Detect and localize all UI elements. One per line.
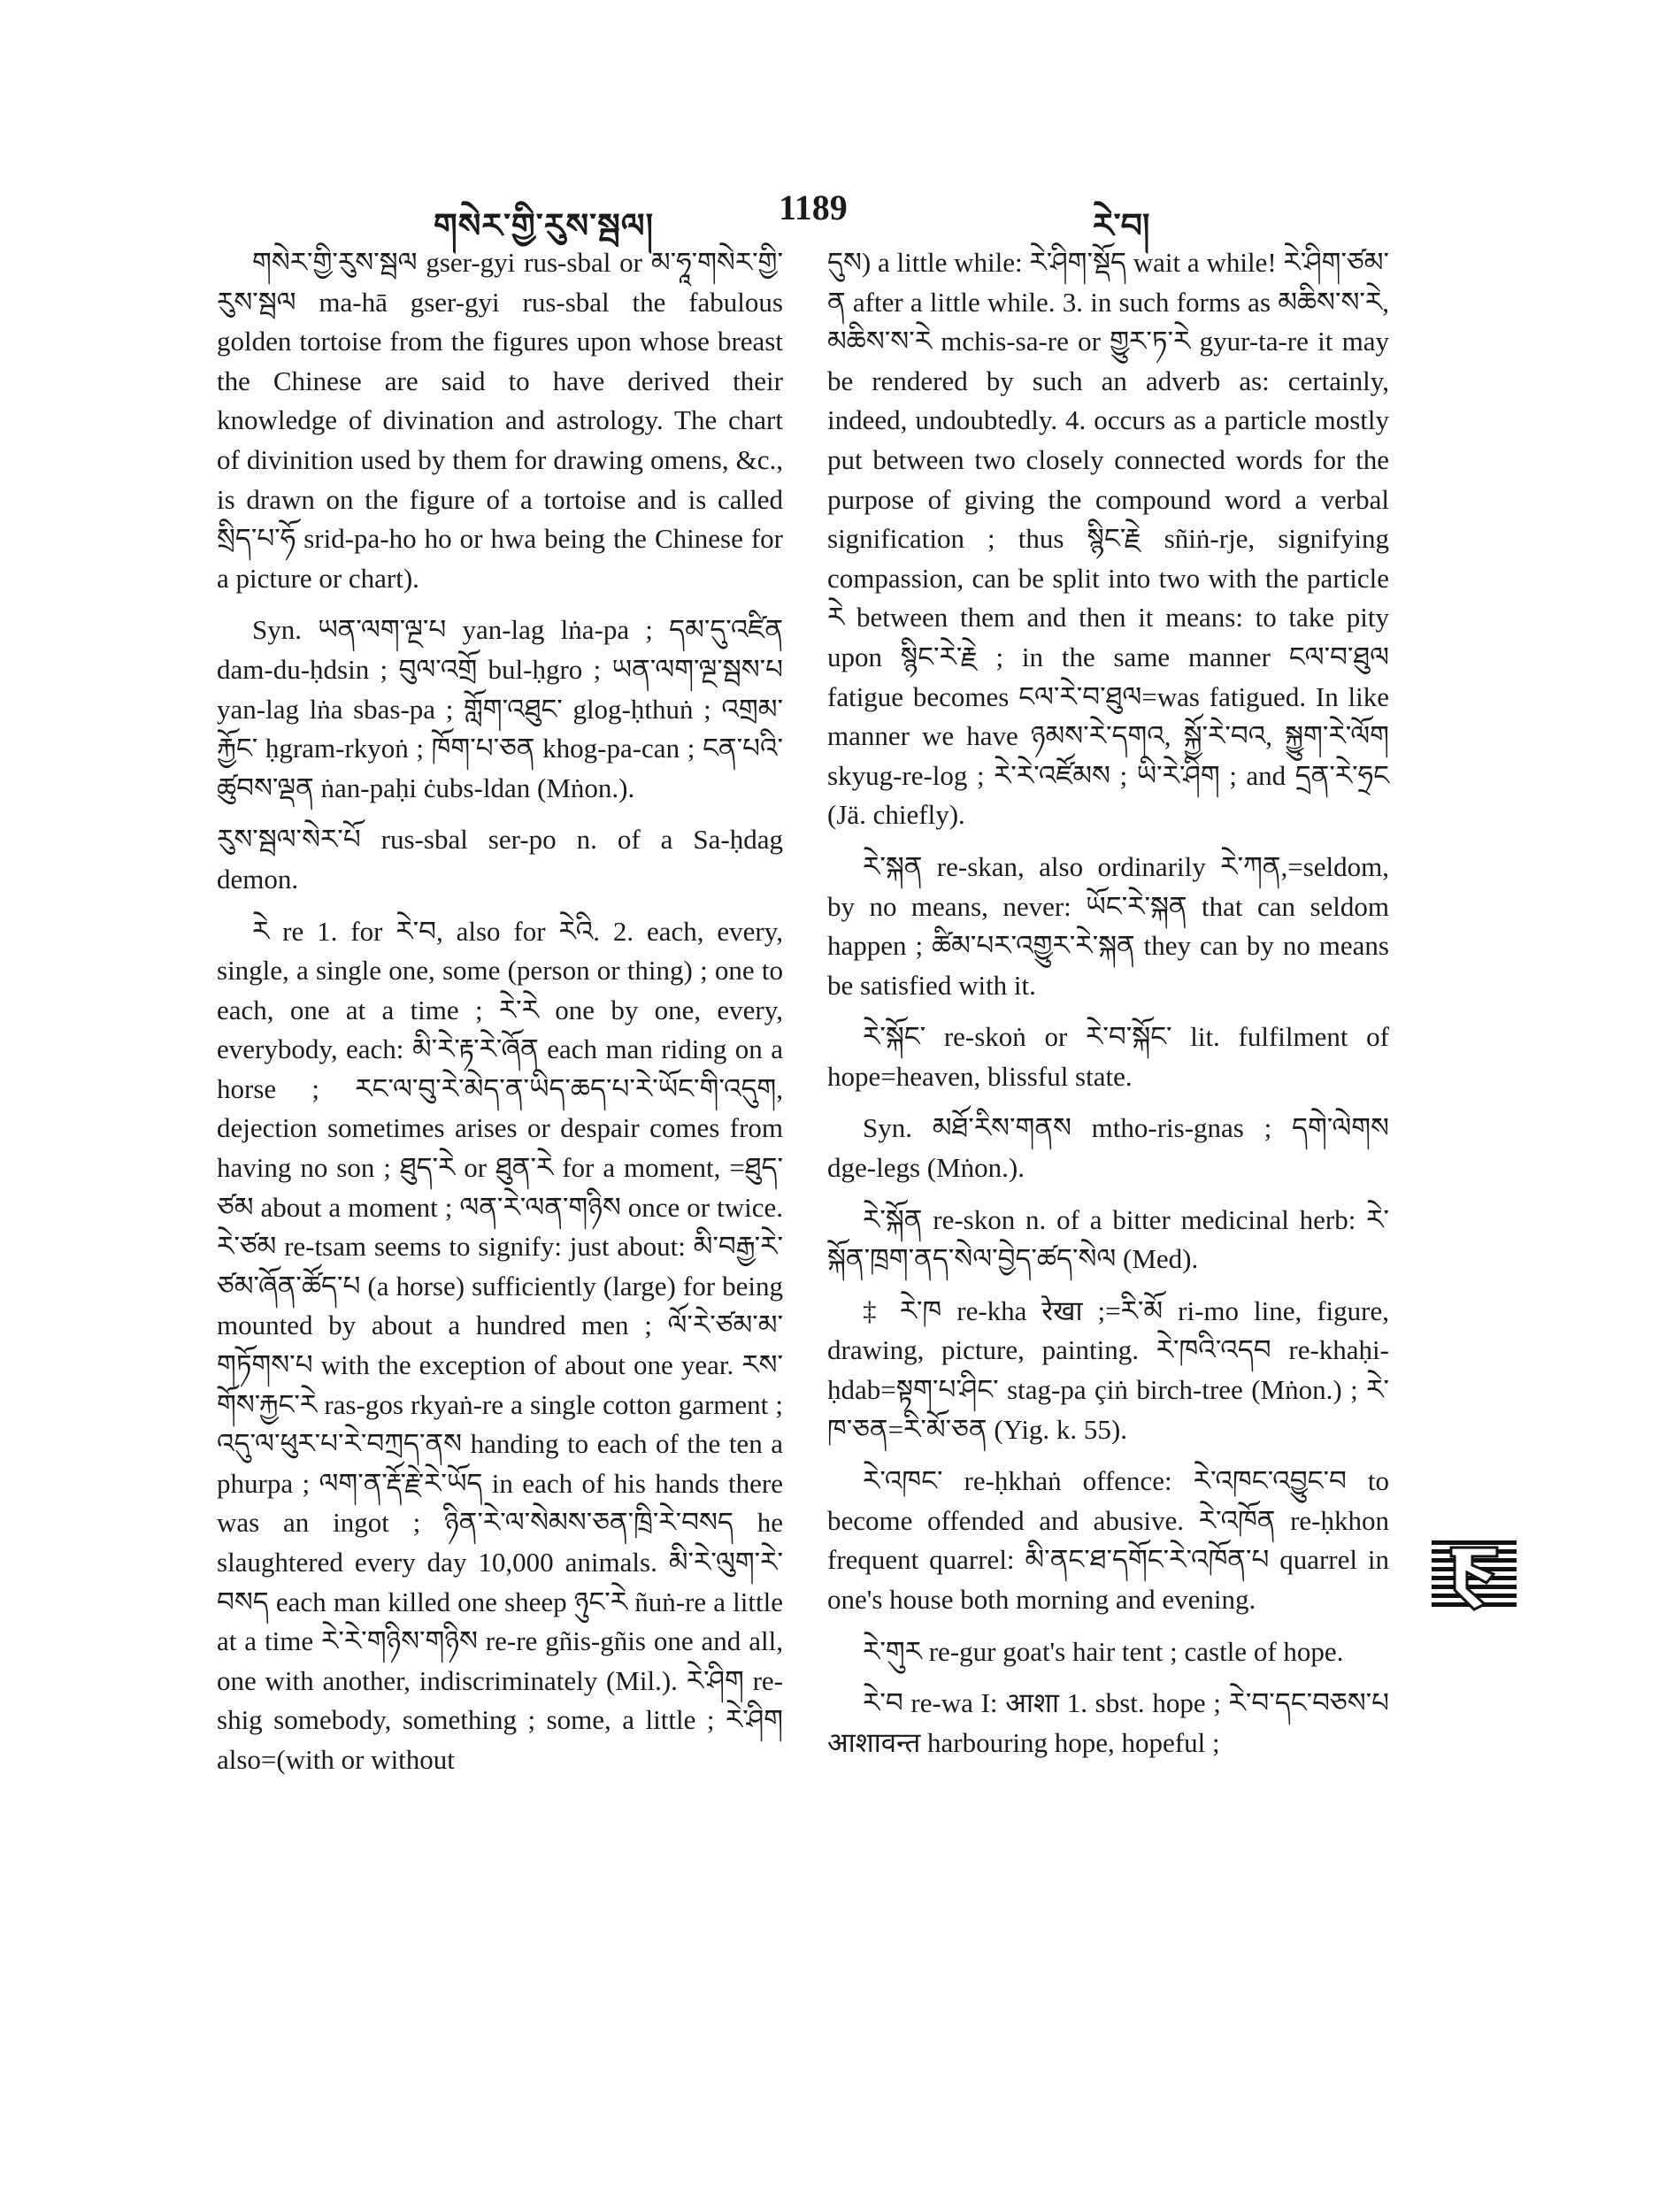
entry-rus-sbal-ser-po: རུས་སྦལ་སེར་པོ rus-sbal ser-po n. of a Sa-ḥdag demon.	[217, 824, 783, 895]
thumb-index-tab-icon	[1432, 1535, 1517, 1615]
entry-re-skon-hope: རེ་སྐོང་ re-skoṅ or རེ་བ་སྐོང་ lit. fulfilment of hope=heaven, blissful state.	[827, 1021, 1389, 1092]
entry-synonyms-heaven: Syn. མཐོ་རིས་གནས mtho-ris-gnas ; དགེ་ལེགས dge-legs (Mṅon.).	[827, 1112, 1389, 1184]
running-head-left: གསེར་གྱི་རུས་སྦལ།	[434, 208, 655, 245]
entry-re-kha: ‡ རེ་ཁ re-kha रेखा ;=རི་མོ ri-mo line, figure, drawing, picture, painting. རེ་ཁའི་འདབ re-khaḥi-ḥdab=སྟག་པ་ཤིང་ stag-pa çiṅ birch-tree (Mṅon.) ; རེ་ཁ་ཅན=རི་མོ་ཅན (Yig. k. 55).	[827, 1294, 1389, 1445]
entry-re-hkhan: རེ་འཁང་ re-ḥkhaṅ offence: རེ་འཁང་འབྱུང་བ to become offended and abusive. རེ་འཁོན re-ḥkhon frequent quarrel: མི་ནང་ཐ་དགོང་རེ་འཁོན་པ quarrel in one's house both morning and evening.	[827, 1465, 1389, 1615]
entry-re-gur: རེ་གུར re-gur goat's hair tent ; castle of hope.	[863, 1635, 1344, 1667]
entry-re-skan: རེ་སྐན re-skan, also ordinarily རེ་ཀན,=seldom, by no means, never: ཡོང་རེ་སྐན that can seldom happen ; ཚིམ་པར་འགྱུར་རེ་སྐན they can by no means be satisfied with it.	[827, 850, 1389, 1001]
left-column	[217, 243, 783, 1793]
page-number: 1189	[779, 188, 848, 227]
entry-re-skon-herb: རེ་སྐོན re-skon n. of a bitter medicinal herb: རེ་སྐོན་ཁྲག་ནད་སེལ་བྱེད་ཚད་སེལ (Med).	[827, 1203, 1389, 1275]
entry-re-wa: རེ་བ re-wa I: आशा 1. sbst. hope ; རེ་བ་དང་བཅས་པ आशावन्त harbouring hope, hopeful ;	[827, 1687, 1389, 1758]
right-column	[827, 243, 1389, 1775]
entry-synonyms-rus-sbal: Syn. ཡན་ལག་ལྔ་པ yan-lag lṅa-pa ; དམ་དུ་འཛིན dam-du-ḥdsin ; བུལ་འགྲོ bul-ḥgro ; ཡན་ལག་ལྔ་སྦས་པ yan-lag lṅa sbas-pa ; གློག་འཐུང་ glog-ḥthuṅ ; འགྲམ་རྐྱོང་ ḥgram-rkyoṅ ; ཁོག་པ་ཅན khog-pa-can ; ངན་པའི་ཚུབས་ལྡན ṅan-paḥi ċubs-ldan (Mṅon.).	[217, 614, 783, 803]
running-head-right: རེ་བ།	[1093, 208, 1150, 245]
entry-re: རེ re 1. for རེ་བ, also for རེའི. 2. each, every, single, a single one, some (person or thing) ; one to each, one at a time ; རེ་རེ one by one, every, everybody, each: མི་རེ་རྟ་རེ་ཞོན each man riding on a horse ; རང་ལ་བུ་རེ་མེད་ན་ཡིད་ཆད་པ་རེ་ཡོང་གི་འདུག, dejection sometimes arises or despair comes from having no son ; ཐུད་རེ or ཐུན་རེ for a moment, =ཐུད་ཙམ about a moment ; ལན་རེ་ལན་གཉིས once or twice. རེ་ཙམ re-tsam seems to signify: just about: མི་བརྒྱ་རེ་ཙམ་ཞོན་ཚོད་པ (a horse) sufficiently (large) for being mounted by about a hundred men ; ལོ་རེ་ཙམ་མ་གཏོགས་པ with the exception of about one year. རས་གོས་རྐྱང་རེ ras-gos rkyaṅ-re a single cotton garment ; འདུ་ལ་ཕུར་པ་རེ་བཀྲད་ནས handing to each of the ten a phurpa ; ལག་ན་རྡོ་རྗེ་རེ་ཡོད in each of his hands there was an ingot ; ཉིན་རེ་ལ་སེམས་ཅན་ཁྲི་རེ་བསད he slaughtered every day 10,000 animals. མི་རེ་ལུག་རེ་བསད each man killed one sheep ཉུང་རེ ñuṅ-re a little at a time རེ་རེ་གཉིས་གཉིས re-re gñis-gñis one and all, one with another, indiscriminately (Mil.). རེ་ཤིག re-shig somebody, something ; some, a little ; རེ་ཤིག also=(with or without	[217, 915, 783, 1775]
entry-gser-gyi-rus-sbal: གསེར་གྱི་རུས་སྦལ gser-gyi rus-sbal or མ་ཧཱ་གསེར་གྱི་རུས་སྦལ ma-hā gser-gyi rus-sbal the fabulous golden tortoise from the figures upon whose breast the Chinese are said to have derived their knowledge of divination and astrology. The chart of divinition used by them for drawing omens, &c., is drawn on the figure of a tortoise and is called སྲིད་པ་ཧོ srid-pa-ho ho or hwa being the Chinese for a picture or chart).	[217, 247, 783, 594]
entry-re-continued: དུས) a little while: རེ་ཤིག་སྡོད wait a while! རེ་ཤིག་ཙམ་ན after a little while. 3. in such forms as མཆིས་ས་རེ, མཆིས་ས་རེ mchis-sa-re or གྱུར་ཏ་རེ gyur-ta-re it may be rendered by such an adverb as: certainly, indeed, undoubtedly. 4. occurs as a particle mostly put between two closely connected words for the purpose of giving the compound word a verbal signification ; thus སྙིང་རྗེ sñiṅ-rje, signifying compassion, can be split into two with the particle རེ between them and then it means: to take pity upon སྙིང་རེ་རྗེ ; in the same manner ངལ་བ་ཐུལ fatigue becomes ངལ་རེ་བ་ཐུལ=was fatigued. In like manner we have ཉམས་རེ་དགའ, སྐྱོ་རེ་བའ, སྐྱུག་རེ་ལོག skyug-re-log ; རེ་རེ་འཛོམས ; ཡི་རེ་ཤིག ; and དྲན་རེ་ཧྲང (Jä. chiefly).	[827, 247, 1389, 831]
page-header	[0, 181, 1659, 243]
